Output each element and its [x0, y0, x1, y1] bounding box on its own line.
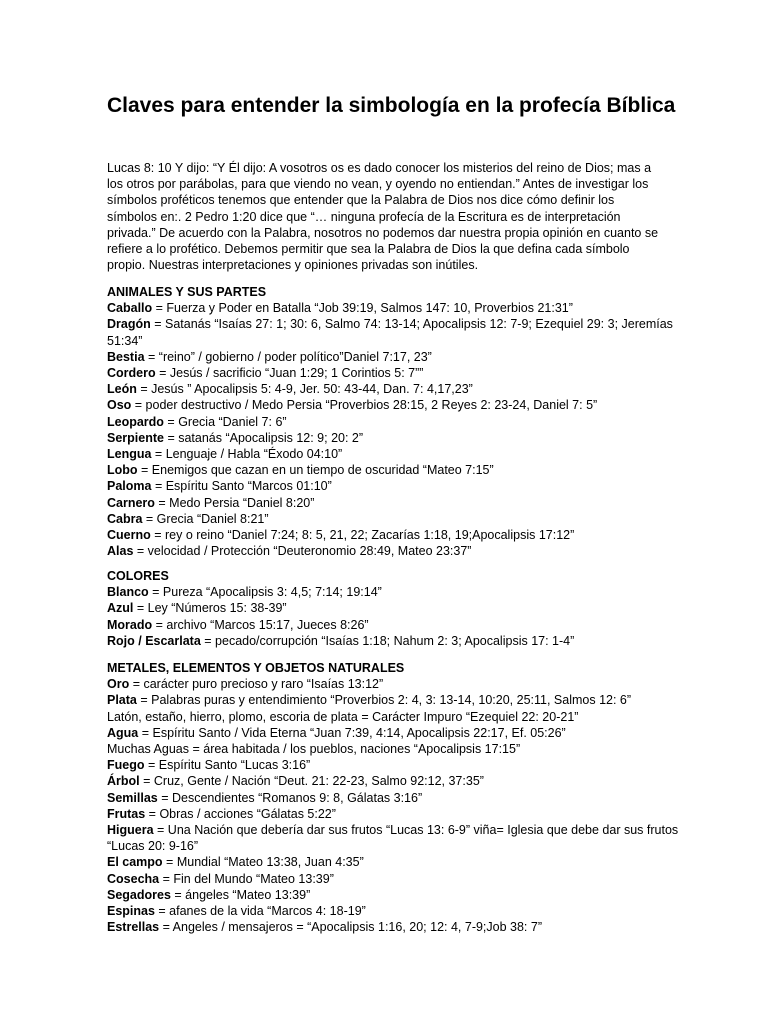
symbol-term: Árbol — [107, 774, 140, 789]
intro-paragraph: Lucas 8: 10 Y dijo: “Y Él dijo: A vosotros os es dado conocer los misterios del reino de Dios; mas a los otros por parábolas, para que viendo no vean, y oyendo no entiendan.” Antes de investigar los símbolos proféticos tenemos que entender que la Palabra de Dios nos dice cómo definir los símbolos en:. 2 Pedro 1:20 dice que “… ninguna profecía de la Escritura es de interpretación privada.” De acuerdo con la Palabra, nosotros no podemos dar nuestra propia opinión en cuanto se refiere a lo profético. Debemos permitir que sea la Palabra de Dios la que defina cada símbolo propio. Nuestras interpretaciones y opiniones privadas son inútiles. — [107, 161, 659, 273]
symbol-term: Blanco — [107, 585, 149, 600]
list-item — [107, 709, 697, 725]
list-item — [107, 381, 697, 397]
symbol-term: Dragón — [107, 317, 151, 332]
symbol-term: Espinas — [107, 904, 155, 919]
list-item — [107, 676, 697, 692]
list-item — [107, 543, 697, 559]
list-item — [107, 446, 697, 462]
symbol-definition: = satanás “Apocalipsis 12: 9; 20: 2” — [163, 430, 364, 445]
symbol-term: Plata — [107, 693, 137, 708]
symbol-term: Bestia — [107, 349, 145, 364]
symbol-term: León — [107, 382, 137, 397]
symbol-term: Leopardo — [107, 414, 164, 429]
symbol-definition: = velocidad / Protección “Deuteronomio 28:49, Mateo 23:37” — [133, 544, 472, 559]
list-item — [107, 365, 697, 381]
symbol-term: Fuego — [107, 758, 145, 773]
section-heading: METALES, ELEMENTOS Y OBJETOS NATURALES — [107, 661, 405, 675]
list-item — [107, 511, 697, 527]
list-item — [107, 806, 697, 822]
page-title: Claves para entender la simbología en la profecía Bíblica — [107, 94, 676, 117]
list-item — [107, 617, 697, 633]
symbol-definition: = ángeles “Mateo 13:39” — [170, 887, 311, 902]
list-item — [107, 871, 697, 887]
list-item — [107, 919, 697, 935]
symbol-term: El campo — [107, 855, 163, 870]
symbol-definition: = Fuerza y Poder en Batalla “Job 39:19, Salmos 147: 10, Proverbios 21:31” — [152, 301, 573, 316]
symbol-definition: = Espíritu Santo / Vida Eterna “Juan 7:39, 4:14, Apocalipsis 22:17, Ef. 05:26” — [138, 725, 566, 740]
symbol-term: Lobo — [107, 463, 138, 478]
symbol-definition: = Angeles / mensajeros = “Apocalipsis 1:16, 20; 12: 4, 7-9;Job 38: 7” — [159, 920, 542, 935]
symbol-term: Azul — [107, 601, 134, 616]
symbol-definition: = Cruz, Gente / Nación “Deut. 21: 22-23, Salmo 92:12, 37:35” — [139, 774, 484, 789]
symbol-term: Oso — [107, 398, 132, 413]
list-item — [107, 903, 697, 919]
symbol-definition: = Pureza “Apocalipsis 3: 4,5; 7:14; 19:14” — [148, 585, 382, 600]
symbol-term: Agua — [107, 725, 139, 740]
list-item — [107, 790, 697, 806]
symbol-term: Higuera — [107, 823, 154, 838]
list-item — [107, 397, 697, 413]
symbol-definition: = Satanás “Isaías 27: 1; 30: 6, Salmo 74: 13-14; Apocalipsis 12: 7-9; Ezequiel 29: 3; Jeremías 51:34” — [107, 317, 673, 348]
symbol-definition: = Obras / acciones “Gálatas 5:22” — [145, 806, 336, 821]
section-metales — [107, 660, 697, 935]
section-colores — [107, 568, 697, 649]
symbol-term: Paloma — [107, 479, 152, 494]
symbol-definition: = Ley “Números 15: 38-39” — [133, 601, 287, 616]
symbol-term: Semillas — [107, 790, 158, 805]
symbol-list — [107, 584, 697, 649]
symbol-term: Serpiente — [107, 430, 164, 445]
symbol-definition: = Descendientes “Romanos 9: 8, Gálatas 3:16” — [157, 790, 423, 805]
symbol-definition: = Espíritu Santo “Marcos 01:10” — [151, 479, 332, 494]
symbol-list — [107, 300, 697, 559]
symbol-definition: = Fin del Mundo “Mateo 13:39” — [159, 871, 334, 886]
list-item — [107, 584, 697, 600]
symbol-definition: = Mundial “Mateo 13:38, Juan 4:35” — [162, 855, 364, 870]
list-item — [107, 822, 697, 854]
list-item — [107, 495, 697, 511]
symbol-definition: Muchas Aguas = área habitada / los pueblos, naciones “Apocalipsis 17:15” — [107, 742, 521, 757]
symbol-definition: = Lenguaje / Habla “Éxodo 04:10” — [151, 447, 343, 462]
symbol-term: Cuerno — [107, 528, 151, 543]
symbol-term: Cabra — [107, 511, 143, 526]
symbol-definition: = Enemigos que cazan en un tiempo de oscuridad “Mateo 7:15” — [137, 463, 494, 478]
list-item — [107, 430, 697, 446]
section-animales — [107, 284, 697, 559]
section-heading: COLORES — [107, 569, 169, 583]
symbol-definition: = poder destructivo / Medo Persia “Proverbios 28:15, 2 Reyes 2: 23-24, Daniel 7: 5” — [131, 398, 598, 413]
symbol-term: Cosecha — [107, 871, 160, 886]
list-item — [107, 633, 697, 649]
list-item — [107, 887, 697, 903]
symbol-definition: Latón, estaño, hierro, plomo, escoria de plata = Carácter Impuro “Ezequiel 22: 20-21” — [107, 709, 579, 724]
symbol-term: Frutas — [107, 806, 146, 821]
symbol-list — [107, 676, 697, 935]
symbol-definition: = Grecia “Daniel 8:21” — [142, 511, 269, 526]
symbol-definition: = Medo Persia “Daniel 8:20” — [154, 495, 315, 510]
list-item — [107, 414, 697, 430]
list-item — [107, 725, 697, 741]
symbol-definition: = rey o reino “Daniel 7:24; 8: 5, 21, 22; Zacarías 1:18, 19;Apocalipsis 17:12” — [150, 528, 575, 543]
list-item — [107, 478, 697, 494]
symbol-definition: = Una Nación que debería dar sus frutos “Lucas 13: 6-9” viña= Iglesia que debe dar sus frutos “Lucas 20: 9-16” — [107, 823, 679, 854]
list-item — [107, 462, 697, 478]
symbol-definition: = “reino” / gobierno / poder político”Daniel 7:17, 23” — [144, 349, 432, 364]
symbol-definition: = pecado/corrupción “Isaías 1:18; Nahum 2: 3; Apocalipsis 17: 1-4” — [200, 633, 575, 648]
symbol-definition: = Espíritu Santo “Lucas 3:16” — [144, 758, 311, 773]
symbol-term: Oro — [107, 677, 130, 692]
list-item — [107, 854, 697, 870]
symbol-term: Alas — [107, 544, 134, 559]
symbol-term: Estrellas — [107, 920, 160, 935]
symbol-definition: = afanes de la vida “Marcos 4: 18-19” — [154, 904, 366, 919]
symbol-definition: = archivo “Marcos 15:17, Jueces 8:26” — [152, 617, 369, 632]
list-item — [107, 773, 697, 789]
list-item — [107, 692, 697, 708]
symbol-term: Rojo / Escarlata — [107, 633, 201, 648]
symbol-definition: = Palabras puras y entendimiento “Proverbios 2: 4, 3: 13-14, 10:20, 25:11, Salmos 12: 6” — [136, 693, 632, 708]
symbol-definition: = Jesús ” Apocalipsis 5: 4-9, Jer. 50: 43-44, Dan. 7: 4,17,23” — [136, 382, 473, 397]
list-item — [107, 741, 697, 757]
symbol-definition: = carácter puro precioso y raro “Isaías 13:12” — [129, 677, 384, 692]
symbol-term: Carnero — [107, 495, 155, 510]
list-item — [107, 600, 697, 616]
symbol-term: Lengua — [107, 447, 152, 462]
list-item — [107, 316, 697, 348]
symbol-term: Caballo — [107, 301, 153, 316]
symbol-term: Segadores — [107, 887, 171, 902]
list-item — [107, 300, 697, 316]
symbol-definition: = Jesús / sacrificio “Juan 1:29; 1 Corintios 5: 7”” — [155, 366, 424, 381]
list-item — [107, 349, 697, 365]
section-heading: ANIMALES Y SUS PARTES — [107, 285, 267, 299]
list-item — [107, 527, 697, 543]
list-item — [107, 757, 697, 773]
symbol-term: Cordero — [107, 366, 156, 381]
symbol-term: Morado — [107, 617, 153, 632]
symbol-definition: = Grecia “Daniel 7: 6” — [163, 414, 287, 429]
